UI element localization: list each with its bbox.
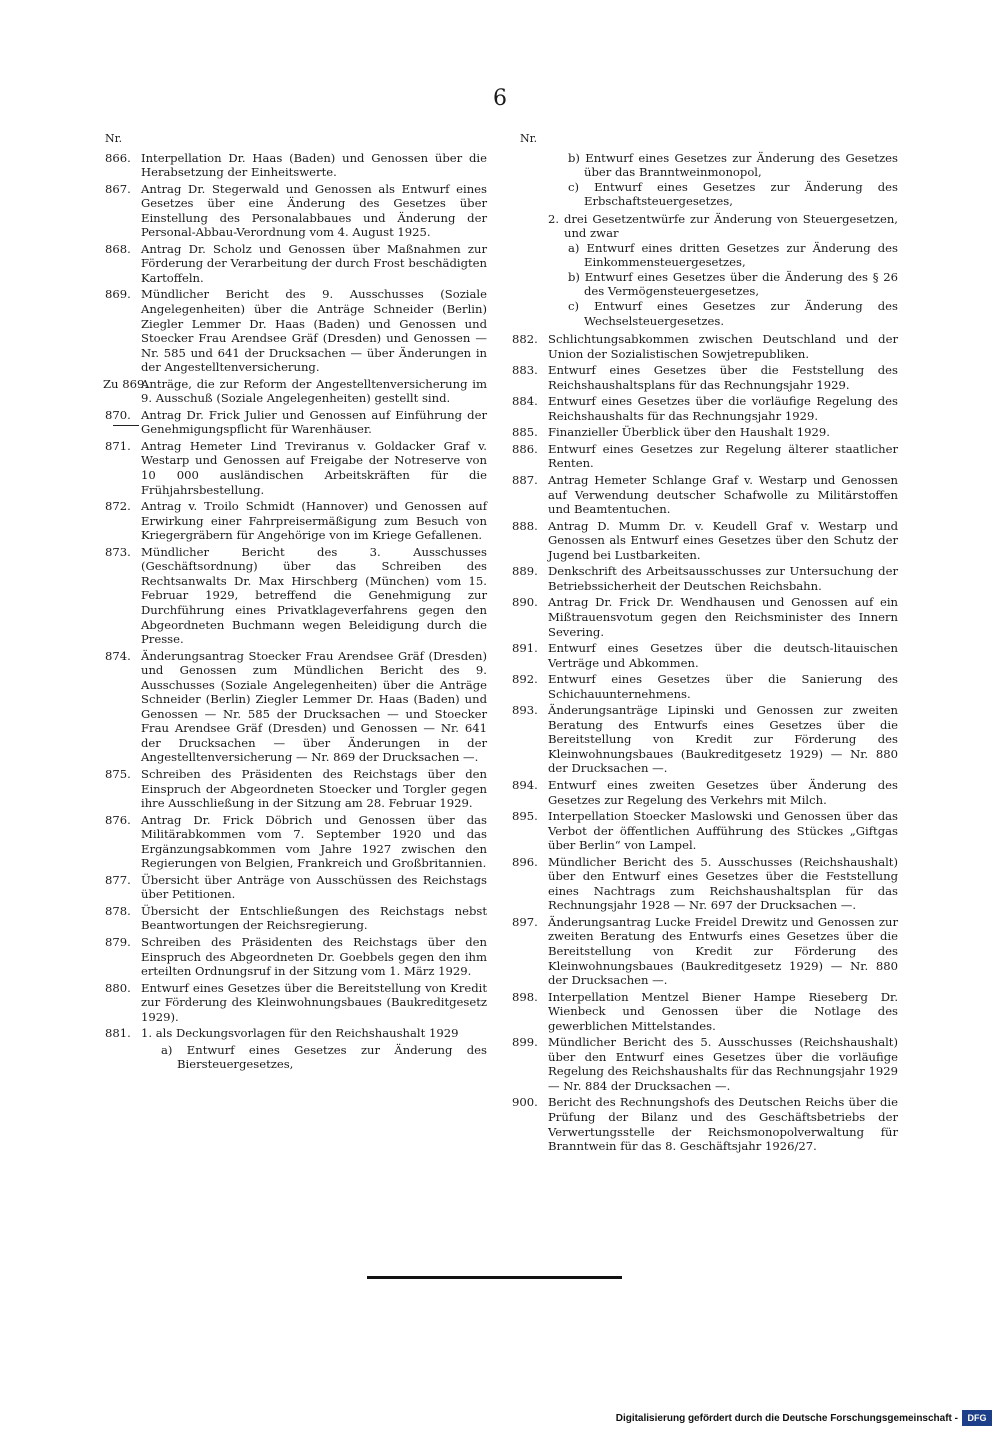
list-item: [512, 990, 898, 1034]
entry-number: 887.: [512, 473, 538, 488]
list-item: [105, 439, 487, 497]
entry-881-item-2-a: a) Entwurf eines dritten Gesetzes zur Änderung des Einkommensteuergesetzes,: [568, 240, 898, 270]
entry-text: Mündlicher Bericht des 5. Ausschusses (Reichshaushalt) über den Entwurf eines Gesetzes über die vorläufige Regelung des Reichshaushalts für das Rechnungsjahr 1929 — Nr. 884 der Drucksachen —.: [548, 1035, 898, 1093]
list-item: [512, 778, 898, 807]
entry-number: 882.: [512, 332, 538, 347]
entry-number: 893.: [512, 703, 538, 718]
list-item: [512, 1095, 898, 1153]
entry-text: Änderungsantrag Lucke Freidel Drewitz und Genossen zur zweiten Beratung des Entwurfs eines Gesetzes über die Bereitstellung von Kredit zur Förderung des Kleinwohnungsbaues (Baukreditgesetz 1929) — Nr. 880 der Drucksachen —.: [548, 914, 898, 988]
entry-text: Antrag Hemeter Schlange Graf v. Westarp und Genossen auf Verwendung deutscher Schafwolle zu Militärstoffen und Beamtentuchen.: [548, 473, 898, 517]
entry-text: Mündlicher Bericht des 9. Ausschusses (Soziale Angelegenheiten) über die Anträge Schneider (Berlin) Ziegler Lemmer Dr. Haas (Baden) und Genossen und Stoecker Frau Arendsee Gräf (Dresden) und Genossen — Nr. 585 und 641 der Drucksachen — über Änderungen in der Angestelltenversicherung.: [141, 287, 487, 375]
entry-881-item-2-c: c) Entwurf eines Gesetzes zur Änderung des Wechselsteuergesetzes.: [568, 299, 898, 328]
entry-number: 869.: [105, 287, 131, 302]
entry-text: Änderungsanträge Lipinski und Genossen zur zweiten Beratung des Entwurfs eines Gesetzes über die Bereitstellung von Kredit zur Förderung des Kleinwohnungsbaues (Baukreditgesetz 1929) — Nr. 880 der Drucksachen —.: [548, 703, 898, 776]
list-item: [105, 242, 487, 286]
entry-text: Interpellation Mentzel Biener Hampe Rieseberg Dr. Wienbeck und Genossen über die Notlage des gewerblichen Mittelstandes.: [548, 989, 898, 1033]
entry-text: Schlichtungsabkommen zwischen Deutschland und der Union der Sozialistischen Sowjetrepubliken.: [548, 332, 898, 361]
entry-881-item-2-b: b) Entwurf eines Gesetzes über die Änderung des § 26 des Vermögensteuergesetzes,: [568, 269, 898, 299]
entry-number: 876.: [105, 812, 131, 827]
list-item: [512, 855, 898, 913]
entry-number: 886.: [512, 441, 538, 456]
entry-number: 875.: [105, 766, 131, 781]
closing-rule: [367, 1276, 622, 1279]
list-item: [512, 641, 898, 670]
entry-number: 885.: [512, 425, 538, 440]
entry-number: 898.: [512, 989, 538, 1004]
entry-text: Antrag Dr. Frick Döbrich und Genossen über das Militärabkommen vom 7. September 1920 und das Ergänzungsabkommen vom Jahre 1927 zwischen den Regierungen von Belgien, Frankreich und Großbritannien.: [141, 812, 487, 871]
list-item: [105, 649, 487, 765]
list-item: [512, 363, 898, 392]
list-item: [105, 981, 487, 1025]
list-item: [512, 519, 898, 563]
nr-heading-right: Nr.: [520, 132, 538, 145]
entry-text: Mündlicher Bericht des 5. Ausschusses (Reichshaushalt) über den Entwurf eines Gesetzes über die Feststellung eines Nachtrags zum Reichshaushaltsplan für das Rechnungsjahr 1928 — Nr. 697 der Drucksachen —.: [548, 854, 898, 913]
entry-number: 894.: [512, 777, 538, 792]
entry-number: 896.: [512, 854, 538, 869]
entry-text: Schreiben des Präsidenten des Reichstags über den Einspruch der Abgeordneten Stoecker und Torgler gegen ihre Ausschließung in der Sitzung am 28. Februar 1929.: [141, 766, 487, 811]
entry-number: 892.: [512, 672, 538, 687]
entry-number: 868.: [105, 241, 131, 256]
list-item: [105, 813, 487, 871]
list-item: [512, 672, 898, 701]
list-item: [512, 473, 898, 517]
entry-number: 866.: [105, 150, 131, 165]
entry-881-sub-c: c) Entwurf eines Gesetzes zur Änderung des Erbschaftsteuergesetzes,: [568, 179, 898, 209]
entry-text: Antrag Dr. Scholz und Genossen über Maßnahmen zur Förderung der Verarbeitung der durch Frost beschädigten Kartoffeln.: [141, 241, 487, 285]
list-item: [105, 182, 487, 240]
list-item: [105, 873, 487, 902]
entry-text: Antrag Dr. Frick Dr. Wendhausen und Genossen auf ein Mißtrauensvotum gegen den Reichsminister des Innern Severing.: [548, 595, 898, 639]
list-item: [105, 935, 487, 979]
digitization-credit: Digitalisierung gefördert durch die Deutsche Forschungsgemeinschaft -: [615, 1413, 958, 1424]
entry-number: 878.: [105, 903, 131, 918]
entry-text: Anträge, die zur Reform der Angestelltenversicherung im 9. Ausschuß (Soziale Angelegenheiten) gestellt sind.: [141, 376, 487, 406]
entry-text: Entwurf eines Gesetzes über die deutsch-litauischen Verträge und Abkommen.: [548, 641, 898, 670]
list-item: [512, 915, 898, 988]
entry-number: 899.: [512, 1035, 538, 1050]
entry-number: 889.: [512, 564, 538, 579]
list-item: [512, 425, 898, 440]
entry-text: Entwurf eines Gesetzes zur Regelung älterer staatlicher Renten.: [548, 441, 898, 471]
entry-number: 897.: [512, 914, 538, 929]
entry-number: Zu 869.: [103, 376, 149, 391]
entry-text: Denkschrift des Arbeitsausschusses zur Untersuchung der Betriebssicherheit der Deutschen Reichsbahn.: [548, 564, 898, 593]
list-item: [512, 703, 898, 776]
entry-text: Übersicht der Entschließungen des Reichstags nebst Beantwortungen der Reichsregierung.: [141, 903, 487, 933]
entry-text: Antrag Dr. Stegerwald und Genossen als Entwurf eines Gesetzes über eine Änderung des Gesetzes über Einstellung des Personalabbaues und Änderung der Personal-Abbau-Verordnung vom 4. August 1925.: [141, 181, 487, 240]
list-item: [512, 442, 898, 471]
entry-text: Mündlicher Bericht des 3. Ausschusses (Geschäftsordnung) über das Schreiben des Rechtsanwalts Dr. Max Hirschberg (München) vom 15. Februar 1929, betreffend die Genehmigung zur Durchführung eines Privatklageverfahrens gegen den Abgeordneten Buchmann wegen Beleidigung durch die Presse.: [141, 544, 487, 647]
entry-number: 888.: [512, 518, 538, 533]
right-entry-list: [512, 332, 898, 1154]
entry-number: 871.: [105, 438, 131, 453]
entry-text: Bericht des Rechnungshofs des Deutschen Reichs über die Prüfung der Bilanz und des Geschäftsbetriebs der Verwertungsstelle der Reichsmonopolverwaltung für Branntwein für das 8. Geschäftsjahr 1926/27.: [548, 1095, 898, 1154]
entry-text: Entwurf eines Gesetzes über die Feststellung des Reichshaushaltsplans für das Rechnungsjahr 1929.: [548, 363, 898, 392]
entry-881-sub-a: a) Entwurf eines Gesetzes zur Änderung des Biersteuergesetzes,: [161, 1042, 487, 1072]
entry-881-continued: [512, 151, 898, 329]
nr-heading: Nr.: [105, 132, 123, 145]
list-item: [105, 287, 487, 374]
entry-text: Antrag D. Mumm Dr. v. Keudell Graf v. Westarp und Genossen als Entwurf eines Gesetzes über den Schutz der Jugend bei Lustbarkeiten.: [548, 518, 898, 562]
margin-mark: [113, 425, 139, 426]
entry-number: 877.: [105, 872, 131, 887]
entry-881-item-2: 2. drei Gesetzentwürfe zur Änderung von Steuergesetzen, und zwar: [548, 211, 898, 241]
list-item: [512, 564, 898, 593]
list-item: [512, 332, 898, 361]
entry-text: Entwurf eines Gesetzes über die Bereitstellung von Kredit zur Förderung des Kleinwohnungsbaues (Baukreditgesetz 1929).: [141, 980, 487, 1024]
entry-number: 867.: [105, 181, 131, 196]
entry-number: 890.: [512, 595, 538, 610]
entry-number: 873.: [105, 544, 131, 559]
entry-number: 874.: [105, 648, 131, 663]
list-item: [105, 904, 487, 933]
list-item: [105, 151, 487, 180]
entry-text: Übersicht über Anträge von Ausschüssen des Reichstags über Petitionen.: [141, 872, 487, 902]
entry-text: Antrag Dr. Frick Julier und Genossen auf Einführung der Genehmigungspflicht für Warenhäuser.: [141, 407, 487, 437]
entry-text: Interpellation Dr. Haas (Baden) und Genossen über die Herabsetzung der Einheitswerte.: [141, 150, 487, 180]
entry-881-sub-b: b) Entwurf eines Gesetzes zur Änderung des Gesetzes über das Branntweinmonopol,: [568, 150, 898, 180]
list-item: [105, 545, 487, 647]
entry-text: Schreiben des Präsidenten des Reichstags über den Einspruch des Abgeordneten Dr. Goebbels gegen den ihm erteilten Ordnungsruf in der Sitzung vom 1. März 1929.: [141, 934, 487, 979]
entry-number: 883.: [512, 363, 538, 378]
left-column: [105, 132, 487, 1072]
entry-text: Entwurf eines zweiten Gesetzes über Änderung des Gesetzes zur Regelung des Verkehrs mit Milch.: [548, 777, 898, 807]
entry-text: Interpellation Stoecker Maslowski und Genossen über das Verbot der öffentlichen Aufführung des Stückes „Giftgas über Berlin“ von Lampel.: [548, 809, 898, 853]
list-item: [512, 394, 898, 423]
dfg-logo: DFG: [962, 1410, 992, 1426]
entry-text: Antrag v. Troilo Schmidt (Hannover) und Genossen auf Erwirkung einer Fahrpreisermäßigung zum Besuch von Kriegergräbern für Angehörige von im Kriege Gefallenen.: [141, 499, 487, 543]
list-item: [105, 499, 487, 543]
entry-text: Antrag Hemeter Lind Treviranus v. Goldacker Graf v. Westarp und Genossen auf Freigabe der Notreserve von 10 000 ausländischen Arbeitskräften für die Frühjahrsbestellung.: [141, 438, 487, 497]
entry-number: 895.: [512, 809, 538, 824]
entry-number: 900.: [512, 1095, 538, 1110]
entry-text: Änderungsantrag Stoecker Frau Arendsee Gräf (Dresden) und Genossen zum Mündlichen Bericht des 9. Ausschusses (Soziale Angelegenheiten) über die Anträge Schneider (Berlin) Ziegler Lemmer Dr. Haas (Baden) und Genossen — Nr. 585 der Drucksachen — und Stoecker Frau Arendsee Gräf (Dresden) und Genossen — Nr. 641 der Drucksachen — über Änderungen in der Angestelltenversicherung — Nr. 869 der Drucksachen —.: [141, 648, 487, 765]
entry-text: Entwurf eines Gesetzes über die vorläufige Regelung des Reichshaushalts für das Rechnungsjahr 1929.: [548, 394, 898, 423]
entry-text: Entwurf eines Gesetzes über die Sanierung des Schichauunternehmens.: [548, 672, 898, 701]
list-item: [105, 408, 487, 437]
list-item: [105, 1026, 487, 1041]
list-item: [105, 377, 487, 406]
entry-number: 881.: [105, 1026, 131, 1041]
entry-number: 870.: [105, 407, 131, 422]
page-number: 6: [493, 86, 507, 111]
list-item: [512, 1035, 898, 1093]
entry-text: Finanzieller Überblick über den Haushalt 1929.: [548, 425, 830, 440]
list-item: [105, 767, 487, 811]
list-item: [512, 809, 898, 853]
entry-number: 872.: [105, 499, 131, 514]
entry-number: 879.: [105, 934, 131, 949]
left-entry-list: [105, 151, 487, 1041]
right-column: [512, 132, 898, 1156]
entry-text: 1. als Deckungsvorlagen für den Reichshaushalt 1929: [141, 1026, 459, 1041]
list-item: [512, 595, 898, 639]
entry-number: 884.: [512, 394, 538, 409]
entry-number: 880.: [105, 980, 131, 995]
entry-number: 891.: [512, 641, 538, 656]
